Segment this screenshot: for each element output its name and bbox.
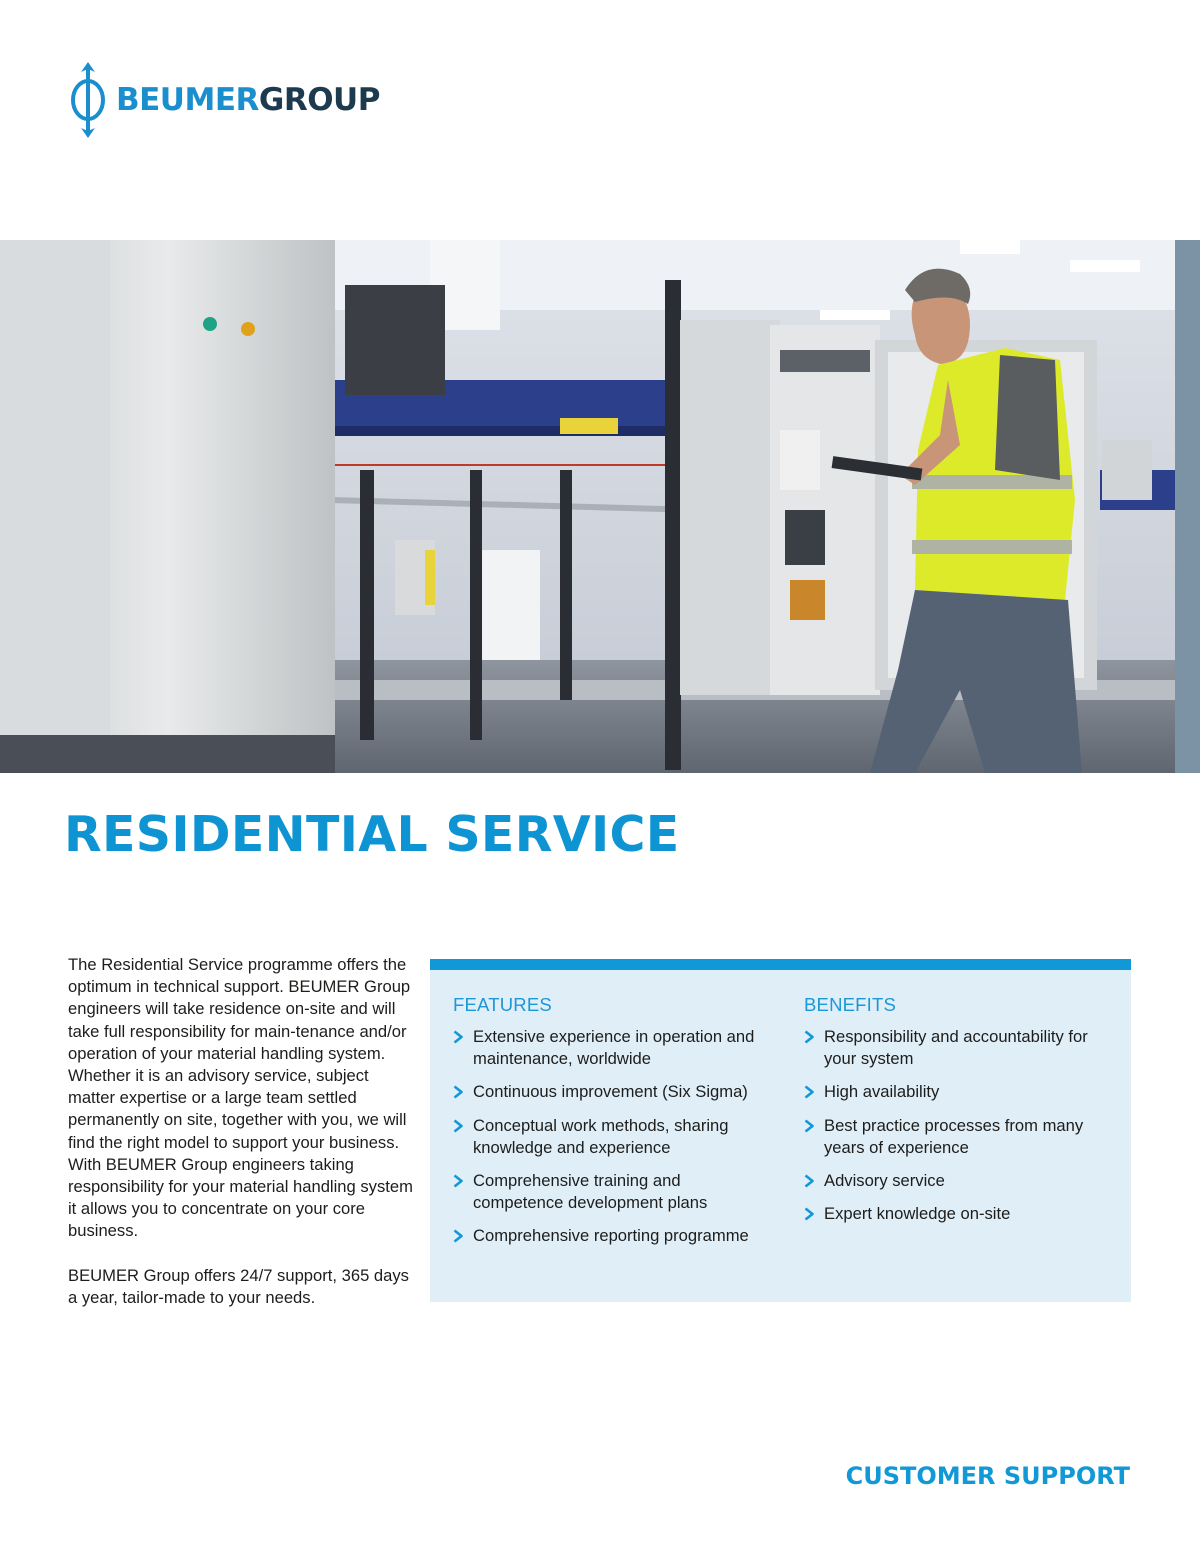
- chevron-right-icon: [804, 1207, 815, 1221]
- features-heading: FEATURES: [453, 994, 552, 1015]
- feature-item: [453, 1225, 773, 1247]
- benefit-item-text: Advisory service: [824, 1171, 945, 1191]
- chevron-right-icon: [804, 1085, 815, 1099]
- hero-photo: [0, 240, 1200, 773]
- feature-item-text: Extensive experience in operation and maintenance, worldwide: [473, 1027, 755, 1069]
- chevron-right-icon: [453, 1119, 464, 1133]
- feature-item: [453, 1081, 773, 1103]
- chevron-right-icon: [453, 1085, 464, 1099]
- company-logo: [66, 60, 380, 140]
- benefits-heading: BENEFITS: [804, 994, 897, 1015]
- benefits-column: [804, 994, 1114, 1236]
- benefit-item-text: Best practice processes from many years of experience: [824, 1115, 1084, 1157]
- chevron-right-icon: [453, 1229, 464, 1243]
- chevron-right-icon: [453, 1030, 464, 1044]
- benefit-item: [804, 1026, 1114, 1070]
- benefits-list: [804, 1026, 1114, 1225]
- footer-label: CUSTOMER SUPPORT: [845, 1462, 1130, 1490]
- chevron-right-icon: [804, 1119, 815, 1133]
- logo-wordmark-primary: BEUMER: [116, 81, 259, 118]
- intro-paragraph: BEUMER Group offers 24/7 support, 365 days a year, tailor-made to your needs.: [68, 1265, 409, 1307]
- intro-paragraph: The Residential Service programme offers the optimum in technical support. BEUMER Group engineers will take residence on-site and will take full responsibility for main-tenance and/or operation of your material handling system. Whether it is an advisory service, subject matter expertise or a large team settled permanently on site, together with you, we will find the right model to support your business. With BEUMER Group engineers taking responsibility for your material handling system it allows you to concentrate on your core business.: [68, 955, 413, 1241]
- features-column: [453, 994, 773, 1259]
- feature-item-text: Conceptual work methods, sharing knowledge and experience: [473, 1115, 729, 1157]
- benefit-item: [804, 1081, 1114, 1103]
- features-list: [453, 1026, 773, 1248]
- feature-item-text: Continuous improvement (Six Sigma): [473, 1082, 748, 1102]
- benefit-item: [804, 1203, 1114, 1225]
- feature-item-text: Comprehensive reporting programme: [473, 1226, 749, 1246]
- features-benefits-panel: [430, 959, 1131, 1302]
- feature-item: [453, 1170, 773, 1214]
- benefit-item-text: High availability: [824, 1082, 940, 1102]
- hero-illustration: [0, 240, 1200, 773]
- feature-item: [453, 1115, 773, 1159]
- logo-wordmark: [116, 81, 380, 118]
- chevron-right-icon: [804, 1030, 815, 1044]
- beumer-arrow-logo-icon: [66, 60, 110, 140]
- chevron-right-icon: [453, 1174, 464, 1188]
- benefit-item: [804, 1170, 1114, 1192]
- benefit-item-text: Responsibility and accountability for your system: [824, 1027, 1088, 1069]
- benefit-item: [804, 1115, 1114, 1159]
- page-title: RESIDENTIAL SERVICE: [64, 806, 680, 863]
- logo-wordmark-secondary: GROUP: [258, 81, 380, 118]
- benefit-item-text: Expert knowledge on-site: [824, 1204, 1011, 1224]
- chevron-right-icon: [804, 1174, 815, 1188]
- intro-text: [68, 954, 418, 1331]
- feature-item: [453, 1026, 773, 1070]
- feature-item-text: Comprehensive training and competence development plans: [473, 1171, 708, 1213]
